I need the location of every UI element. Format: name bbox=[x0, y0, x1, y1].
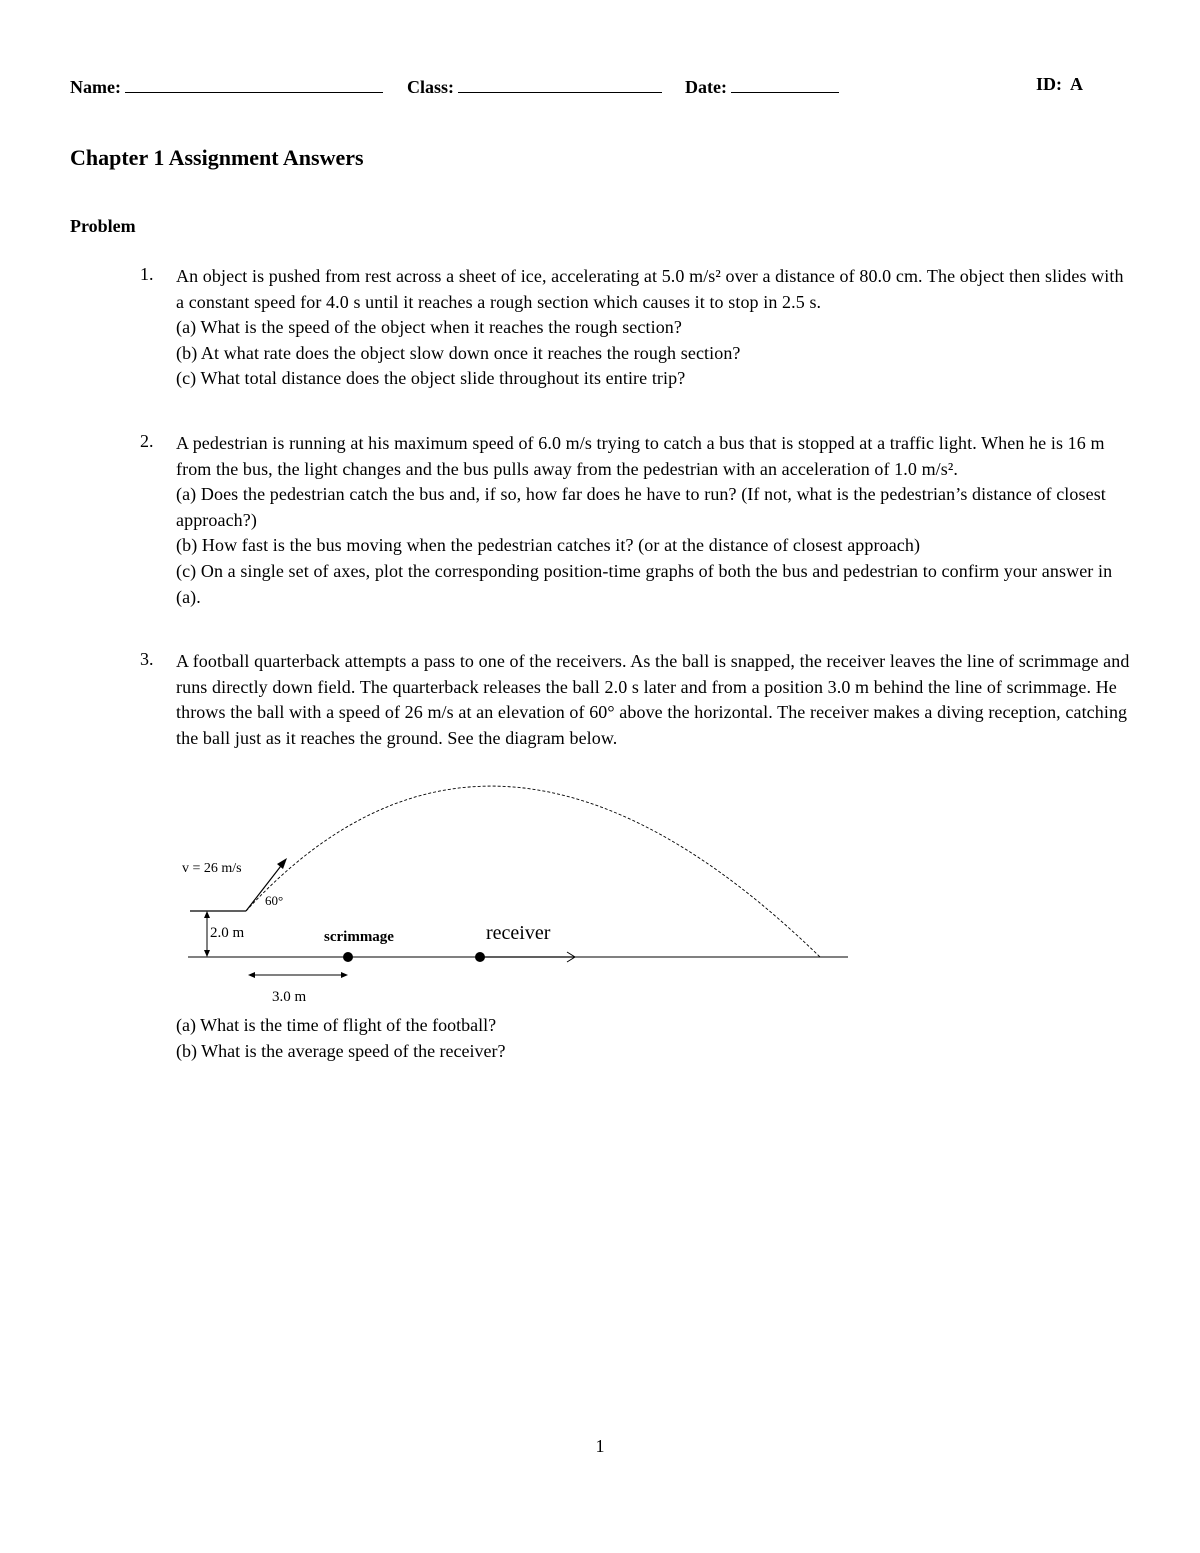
class-label: Class: bbox=[407, 77, 455, 97]
class-blank[interactable] bbox=[458, 74, 662, 93]
velocity-arrow-head bbox=[277, 858, 287, 869]
problem-part: (c) What total distance does the object slide throughout its entire trip? bbox=[176, 368, 686, 389]
problem-number: 3. bbox=[140, 649, 154, 669]
id-field bbox=[1036, 74, 1083, 95]
date-field[interactable] bbox=[685, 74, 839, 98]
angle-label: 60° bbox=[265, 893, 284, 908]
date-blank[interactable] bbox=[731, 74, 839, 93]
height-arrow-head-up bbox=[204, 911, 210, 918]
receiver-label: receiver bbox=[486, 922, 551, 944]
problem-part: (b) How fast is the bus moving when the pedestrian catches it? (or at the distance of closest approach) bbox=[176, 535, 921, 556]
problem-3-questions bbox=[176, 1013, 506, 1064]
name-label: Name: bbox=[70, 77, 121, 97]
page-number: 1 bbox=[595, 1436, 605, 1456]
problem-body bbox=[176, 649, 1136, 751]
distance-arrow-head-left bbox=[248, 972, 255, 978]
problem-part: (b) What is the average speed of the receiver? bbox=[176, 1040, 506, 1061]
scrimmage-marker bbox=[343, 952, 353, 962]
height-arrow-head-down bbox=[204, 950, 210, 957]
problem-part: (c) On a single set of axes, plot the corresponding position-time graphs of both the bus and pedestrian to confirm your answer in (a). bbox=[176, 560, 1113, 607]
problem-part: (a) Does the pedestrian catch the bus and, if so, how far does he have to run? (If not, what is the pedestrian’s distance of closest approach?) bbox=[176, 484, 1106, 530]
problem-body bbox=[176, 431, 1136, 610]
page-header bbox=[70, 74, 1100, 100]
name-blank[interactable] bbox=[125, 74, 383, 93]
problem-body bbox=[176, 264, 1136, 392]
scrimmage-label: scrimmage bbox=[324, 929, 394, 945]
section-heading: Problem bbox=[70, 216, 136, 236]
velocity-label: v = 26 m/s bbox=[182, 861, 242, 876]
distance-arrow-head-right bbox=[341, 972, 348, 978]
football-diagram bbox=[176, 770, 856, 1010]
problem-number: 2. bbox=[140, 431, 154, 451]
problem-part: (a) What is the time of flight of the football? bbox=[176, 1015, 497, 1035]
class-field[interactable] bbox=[407, 74, 662, 98]
id-label: ID: bbox=[1036, 74, 1062, 94]
name-field[interactable] bbox=[70, 74, 383, 98]
distance-label: 3.0 m bbox=[272, 989, 307, 1005]
date-label: Date: bbox=[685, 77, 727, 97]
diagram-svg bbox=[176, 770, 856, 1010]
problem-text: A football quarterback attempts a pass to one of the receivers. As the ball is snapped, the receiver leaves the line of scrimmage and runs directly down field. The quarterback releases the ball 2.0 s later and from a position 3.0 m behind the line of scrimmage. He throws the ball with a speed of 26 m/s at an elevation of 60° above the horizontal. The receiver makes a diving reception, catching the ball just as it reaches the ground. See the diagram below. bbox=[176, 651, 1130, 748]
problem-part: (a) What is the speed of the object when it reaches the rough section? bbox=[176, 317, 682, 338]
problem-number: 1. bbox=[140, 264, 154, 284]
problem-text: A pedestrian is running at his maximum speed of 6.0 m/s trying to catch a bus that is stopped at a traffic light. When he is 16 m from the bus, the light changes and the bus pulls away from the pedestrian with an acceleration of 1.0 m/s². bbox=[176, 433, 1105, 479]
problem-part: (b) At what rate does the object slow down once it reaches the rough section? bbox=[176, 342, 741, 363]
problem-text: An object is pushed from rest across a sheet of ice, accelerating at 5.0 m/s² over a distance of 80.0 cm. The object then slides with a constant speed for 4.0 s until it reaches a rough section which causes it to stop in 2.5 s. bbox=[176, 266, 1124, 312]
page-title: Chapter 1 Assignment Answers bbox=[70, 145, 364, 170]
height-label: 2.0 m bbox=[210, 925, 245, 941]
id-value: A bbox=[1070, 74, 1084, 94]
